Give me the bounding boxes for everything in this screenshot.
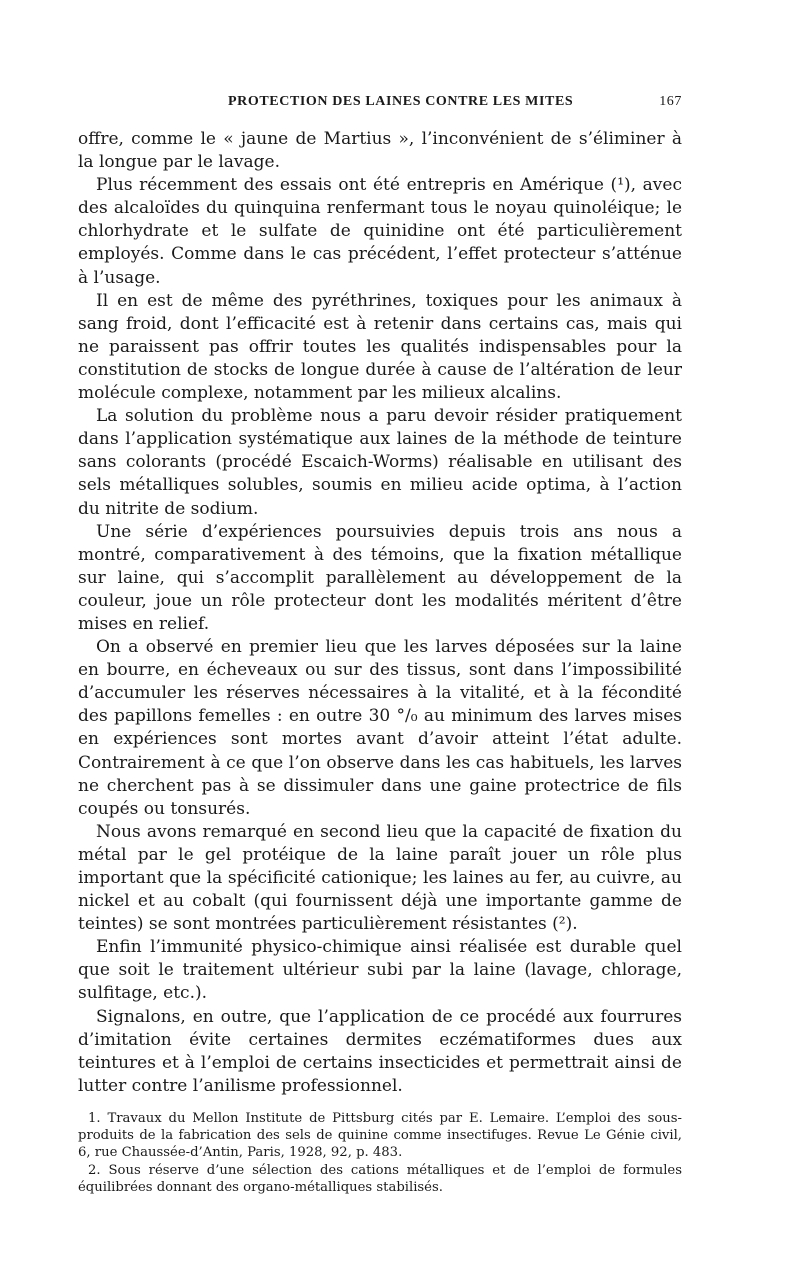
footnote: 1. Travaux du Mellon Institute de Pittsburg cités par E. Lemaire. L’emploi des sous-produits de la fabrication des sels de quinine comme insectifuges. Revue Le Génie civil, 6, rue Chaussée-d’Antin, Paris, 1928, 92, p. 483. [78,1110,682,1161]
running-title: PROTECTION DES LAINES CONTRE LES MITES [228,94,574,109]
paragraph: Nous avons remarqué en second lieu que la capacité de fixation du métal par le gel protéique de la laine paraît jouer un rôle plus important que la spécificité cationique; les laines au fer, au cuivre, au nickel et au cobalt (qui fournissent déjà une importante gamme de teintes) se sont montrées particulièrement résistantes (²). [78,821,682,935]
paragraph: On a observé en premier lieu que les larves déposées sur la laine en bourre, en écheveaux ou sur des tissus, sont dans l’impossibilité d’accumuler les réserves nécessaires à la vitalité, et à la fécondité des papillons femelles : en outre 30 °/₀ au minimum des larves mises en expériences sont mortes avant d’avoir atteint l’état adulte. Contrairement à ce que l’on observe dans les cas habituels, les larves ne cherchent pas à se dissimuler dans une gaine protectrice de fils coupés ou tonsurés. [78,637,682,819]
footnote: 2. Sous réserve d’une sélection des cations métalliques et de l’emploi de formules équilibrées donnant des organo-métalliques stabilisés. [78,1162,682,1195]
paragraph: offre, comme le « jaune de Martius », l’inconvénient de s’éliminer à la longue par le lavage. [78,129,682,173]
paragraph: Une série d’expériences poursuivies depuis trois ans nous a montré, comparativement à des témoins, que la fixation métallique sur laine, qui s’accomplit parallèlement au développement de la couleur, joue un rôle protecteur dont les modalités méritent d’être mises en relief. [78,521,682,634]
running-header [78,92,682,118]
paragraph: Il en est de même des pyréthrines, toxiques pour les animaux à sang froid, dont l’efficacité est à retenir dans certains cas, mais qui ne paraissent pas offrir toutes les qualités indispensables pour la constitution de stocks de longue durée à cause de l’altération de leur molécule complexe, notamment par les milieux alcalins. [78,290,682,404]
page-number: 167 [659,94,682,109]
body-text [78,128,682,1098]
paragraph: Plus récemment des essais ont été entrepris en Amérique (¹), avec des alcaloïdes du quinquina renfermant tous le noyau quinoléique; le chlorhydrate et le sulfate de quinidine ont été particulièrement employés. Comme dans le cas précédent, l’effet protecteur s’atténue à l’usage. [78,175,682,288]
paragraph: Enfin l’immunité physico-chimique ainsi réalisée est durable quel que soit le traitement ultérieur subi par la laine (lavage, chlorage, sulfitage, etc.). [78,937,682,1004]
footnotes [78,1110,682,1196]
paragraph: Signalons, en outre, que l’application de ce procédé aux fourrures d’imitation évite certaines dermites eczématiformes dues aux teintures et à l’emploi de certains insecticides et permettrait ainsi de lutter contre l’anilisme professionnel. [78,1006,682,1096]
book-page [78,92,682,1196]
paragraph: La solution du problème nous a paru devoir résider pratiquement dans l’application systématique aux laines de la méthode de teinture sans colorants (procédé Escaich-Worms) réalisable en utilisant des sels métalliques solubles, soumis en milieu acide optima, à l’action du nitrite de sodium. [78,406,682,519]
